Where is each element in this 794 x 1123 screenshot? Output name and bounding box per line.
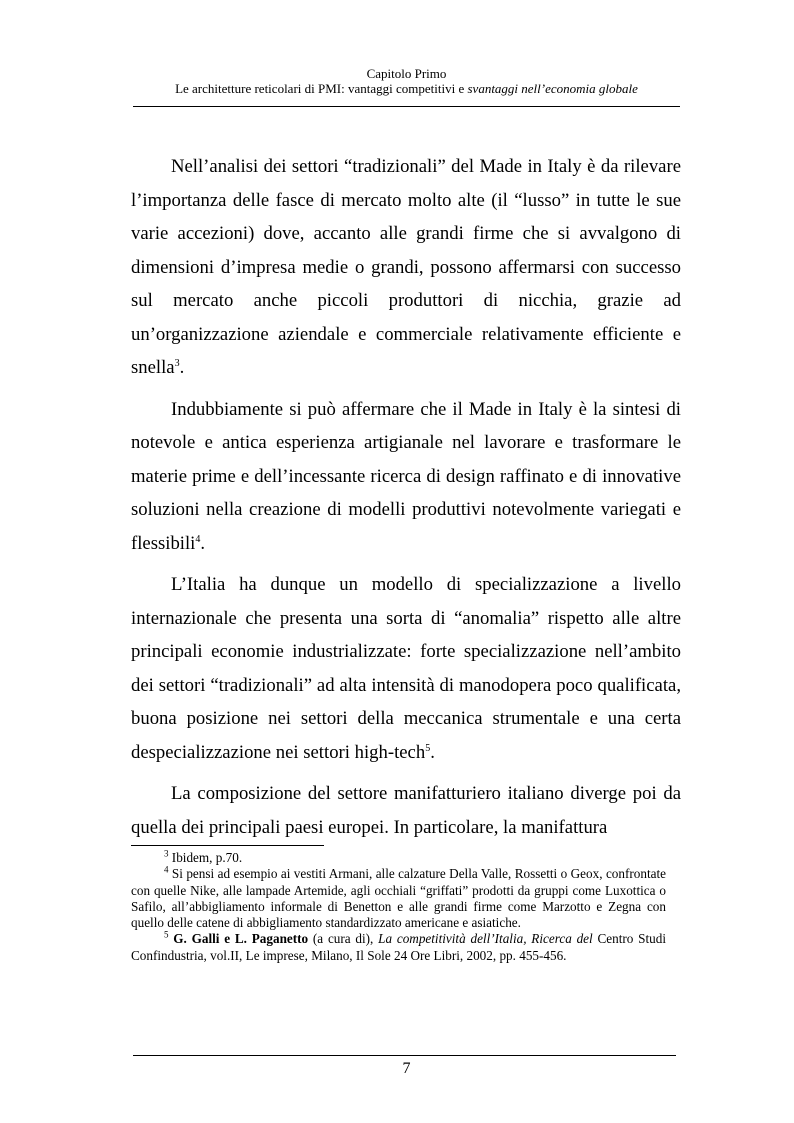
footnote-ref-3: 3 [174,357,180,369]
page-number: 7 [402,1060,411,1077]
footnote-3 [131,850,666,866]
footnote-4-number: 4 [164,864,169,875]
paragraph-4-text: La composizione del settore manifatturiero italiano diverge poi da quella dei principali paesi europei. In particolare, la manifattura [131,783,681,838]
chapter-label: Capitolo Primo [366,66,447,81]
footnote-5-title: La competitività dell’Italia, Ricerca del [378,931,593,947]
paragraph-1-end: . [179,357,185,378]
footnote-5-authors: G. Galli e L. Paganetto [168,931,309,947]
paragraph-3 [131,568,681,769]
footnote-4-text: Si pensi ad esempio ai vestiti Armani, alle calzature Della Valle, Rossetti o Geox, confrontate con quelle Nike, alle lampade Artemide, agli occhiali “griffati” prodotti da gruppi come Luxottica o Safilo, all’abbigliamento informale di Benetton e alle grandi firme come Marzotto e Zegna con quello delle catene di abbigliamento standardizzato americane e asiatiche. [131,866,666,931]
footnote-4 [131,866,666,931]
footnote-5 [131,931,666,964]
subtitle-italic: svantaggi nell’economia globale [467,81,638,96]
paragraph-3-text: L’Italia ha dunque un modello di specializzazione a livello internazionale che presenta una sorta di “anomalia” rispetto alle altre principali economie industrializzate: forte specializzazione nell’ambito dei settori “tradizionali” ad alta intensità di manodopera poco qualificata, buona posizione nei settori della meccanica strumentale e una certa despecializzazione nei settori high-tech [131,574,681,763]
footnote-3-text: Ibidem, p.70. [168,850,243,865]
subtitle-regular: Le architetture reticolari di PMI: vantaggi competitivi e [175,81,468,96]
footnote-5-rest: Centro Studi Confindustria, vol.II, Le imprese, Milano, Il Sole 24 Ore Libri, 2002, pp. 455-456. [131,931,667,963]
footnote-divider [131,845,324,846]
footnote-ref-4: 4 [195,533,201,545]
footnote-ref-5: 5 [425,742,431,754]
footer-divider [133,1055,676,1056]
footnote-3-number: 3 [164,848,169,859]
footnote-5-editor: (a cura di), [308,931,379,947]
chapter-subtitle [133,81,680,96]
body-text [131,150,681,852]
footnote-5-number: 5 [164,930,169,941]
paragraph-1-text: Nell’analisi dei settori “tradizionali” del Made in Italy è da rilevare l’importanza delle fasce di mercato molto alte (il “lusso” in tutte le sue varie accezioni) dove, accanto alle grandi firme che si avvalgono di dimensioni d’impresa medie o grandi, possono affermarsi con successo sul mercato anche piccoli produttori di nicchia, grazie ad un’organizzazione aziendale e commerciale relativamente efficiente e snella [131,156,681,378]
paragraph-2 [131,393,681,561]
paragraph-2-text: Indubbiamente si può affermare che il Made in Italy è la sintesi di notevole e antica esperienza artigianale nel lavorare e trasformare le materie prime e dell’incessante ricerca di design raffinato e di innovative soluzioni nella creazione di modelli produttivi notevolmente variegati e flessibili [131,398,681,554]
footnotes [131,850,666,964]
running-header [133,66,680,96]
paragraph-2-end: . [200,532,206,554]
paragraph-1 [131,150,681,385]
paragraph-3-end: . [430,741,435,763]
paragraph-4 [131,777,681,844]
header-divider [133,106,680,107]
